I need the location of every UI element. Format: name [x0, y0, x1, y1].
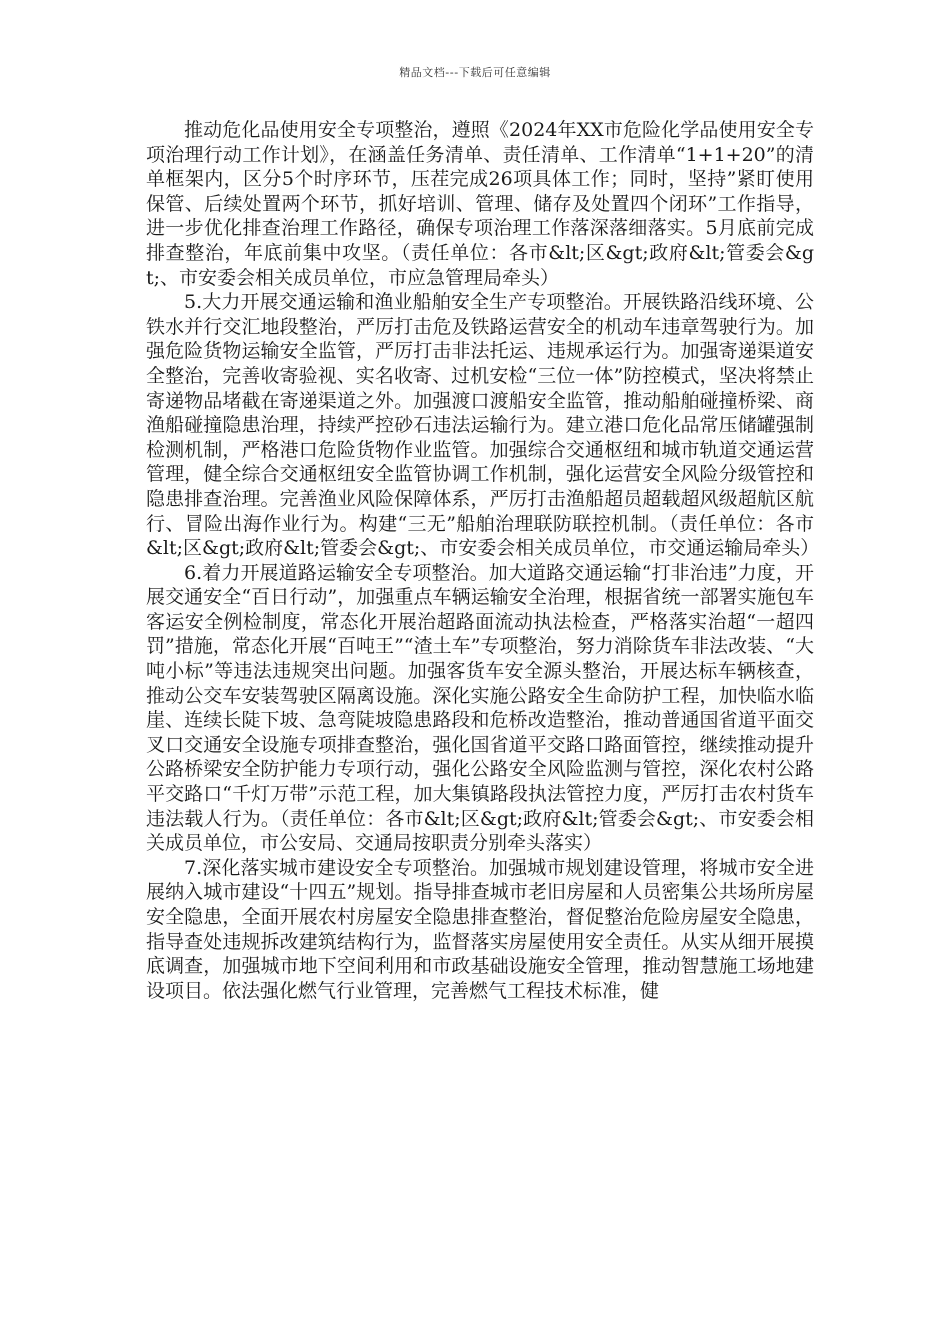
paragraph-road-transport: 6.着力开展道路运输安全专项整治。加大道路交通运输“打非治违”力度，开展交通安全“百日行动”，加强重点车辆运输安全治理，根据省统一部署实施包车客运安全例检制度，常态化开展治超路面流动执法检查，严格落实治超“一超四罚”措施，常态化开展“百吨王”“渣土车”专项整治，努力消除货车非法改装、“大吨小标”等违法违规突出问题。加强客货车安全源头整治，开展达标车辆核查，推动公交车安装驾驶区隔离设施。深化实施公路安全生命防护工程，加快临水临崖、连续长陡下坡、急弯陡坡隐患路段和危桥改造整治，推动普通国省道平面交叉口交通安全设施专项排查整治，强化国省道平交路口路面管控，继续推动提升公路桥梁安全防护能力专项行动，强化公路安全风险监测与管控，深化农村公路平交路口“千灯万带”示范工程，加大集镇路段执法管控力度，严厉打击农村货车违法载人行为。（责任单位：各市&lt;区&gt;政府&lt;管委会&gt;、市安委会相关成员单位，市公安局、交通局按职责分别牵头落实）: [146, 561, 814, 855]
paragraph-transport-fishing: 5.大力开展交通运输和渔业船舶安全生产专项整治。开展铁路沿线环境、公铁水并行交汇地段整治，严厉打击危及铁路运营安全的机动车违章驾驶行为。加强危险货物运输安全监管，严厉打击非法托运、违规承运行为。加强寄递渠道安全整治，完善收寄验视、实名收寄、过机安检“三位一体”防控模式，坚决将禁止寄递物品堵截在寄递渠道之外。加强渡口渡船安全监管，推动船舶碰撞桥梁、商渔船碰撞隐患治理，持续严控砂石违法运输行为。建立港口危化品常压储罐强制检测机制，严格港口危险货物作业监管。加强综合交通枢纽和城市轨道交通运营管理，健全综合交通枢纽安全监管协调工作机制，强化运营安全风险分级管控和隐患排查治理。完善渔业风险保障体系，严厉打击渔船超员超载超风级超航区航行、冒险出海作业行为。构建“三无”船舶治理联防联控机制。（责任单位：各市&lt;区&gt;政府&lt;管委会&gt;、市安委会相关成员单位，市交通运输局牵头）: [146, 291, 820, 560]
page-header: 精品文档---下载后可任意编辑: [399, 66, 551, 79]
paragraph-hazardous-chemicals: 推动危化品使用安全专项整治，遵照《2024年XX市危险化学品使用安全专项治理行动工作计划》，在涵盖任务清单、责任清单、工作清单“1+1+20”的清单框架内，区分5个时序环节，压茬完成26项具体工作；同时，坚持”紧盯使用保管、后续处置两个环节，抓好培训、管理、储存及处置四个闭环”工作指导，进一步优化排查治理工作路径，确保专项治理工作落深落细落实。5月底前完成排查整治，年底前集中攻坚。（责任单位：各市&lt;区&gt;政府&lt;管委会&gt;、市安委会相关成员单位，市应急管理局牵头）: [146, 119, 814, 289]
paragraph-urban-construction: 7.深化落实城市建设安全专项整治。加强城市规划建设管理，将城市安全进展纳入城市建设“十四五”规划。指导排查城市老旧房屋和人员密集公共场所房屋安全隐患，全面开展农村房屋安全隐患排查整治，督促整治危险房屋安全隐患，指导查处违规拆改建筑结构行为，监督落实房屋使用安全责任。从实从细开展摸底调查，加强城市地下空间利用和市政基础设施安全管理，推动智慧施工场地建设项目。依法强化燃气行业管理，完善燃气工程技术标准，健: [146, 856, 814, 1002]
document-body: [146, 118, 820, 1003]
